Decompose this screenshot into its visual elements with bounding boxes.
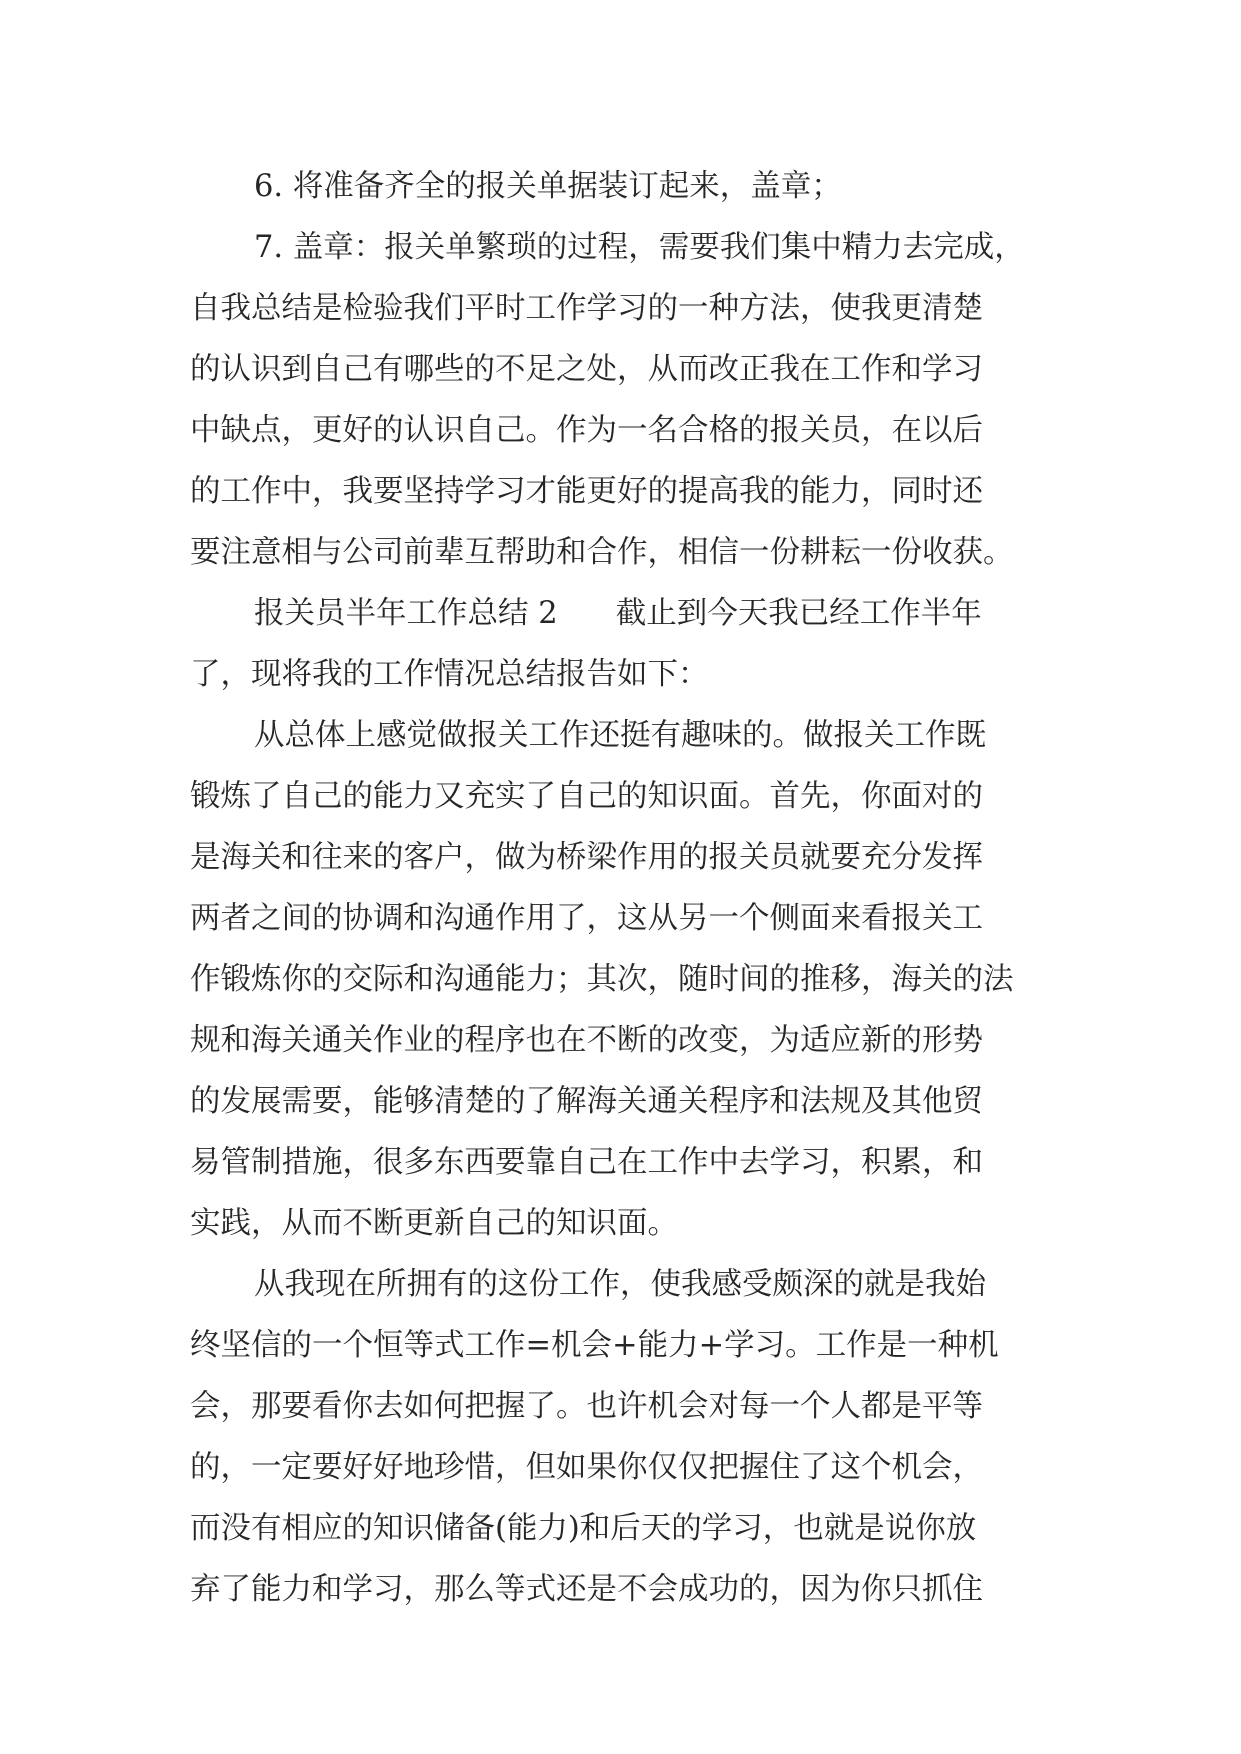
text-line-9: 了，现将我的工作情况总结报告如下：	[190, 657, 709, 692]
text-line-4: 的认识到自己有哪些的不足之处，从而改正我在工作和学习	[190, 352, 983, 387]
text-line-2: 7. 盖章：报关单繁琐的过程，需要我们集中精力去完成，	[254, 230, 1025, 265]
text-line-11: 锻炼了自己的能力又充实了自己的知识面。首先，你面对的	[190, 779, 983, 814]
text-line-22: 的，一定要好好地珍惜，但如果你仅仅把握住了这个机会，	[190, 1450, 983, 1485]
text-line-20: 终坚信的一个恒等式工作=机会+能力+学习。工作是一种机	[190, 1328, 999, 1363]
text-line-7: 要注意相与公司前辈互帮助和合作，相信一份耕耘一份收获。	[190, 535, 1014, 570]
text-line-13: 两者之间的协调和沟通作用了，这从另一个侧面来看报关工	[190, 901, 983, 936]
text-line-6: 的工作中，我要坚持学习才能更好的提高我的能力，同时还	[190, 474, 983, 509]
text-line-18: 实践，从而不断更新自己的知识面。	[190, 1206, 678, 1241]
text-line-5: 中缺点，更好的认识自己。作为一名合格的报关员，在以后	[190, 413, 983, 448]
text-line-16: 的发展需要，能够清楚的了解海关通关程序和法规及其他贸	[190, 1084, 983, 1119]
text-line-12: 是海关和往来的客户，做为桥梁作用的报关员就要充分发挥	[190, 840, 983, 875]
section-heading-line: 报关员半年工作总结 2 截止到今天我已经工作半年	[254, 596, 982, 631]
text-line-3: 自我总结是检验我们平时工作学习的一种方法，使我更清楚	[190, 291, 983, 326]
text-line-1: 6. 将准备齐全的报关单据装订起来，盖章；	[254, 169, 842, 204]
text-line-15: 规和海关通关作业的程序也在不断的改变，为适应新的形势	[190, 1023, 983, 1058]
text-line-14: 作锻炼你的交际和沟通能力；其次，随时间的推移，海关的法	[190, 962, 1014, 997]
text-line-24: 弃了能力和学习，那么等式还是不会成功的，因为你只抓住	[190, 1572, 983, 1607]
text-line-19: 从我现在所拥有的这份工作，使我感受颇深的就是我始	[254, 1267, 986, 1302]
text-line-17: 易管制措施，很多东西要靠自己在工作中去学习，积累，和	[190, 1145, 983, 1180]
text-line-10: 从总体上感觉做报关工作还挺有趣味的。做报关工作既	[254, 718, 986, 753]
text-line-21: 会，那要看你去如何把握了。也许机会对每一个人都是平等	[190, 1389, 983, 1424]
text-line-23: 而没有相应的知识储备(能力)和后天的学习，也就是说你放	[190, 1511, 977, 1546]
